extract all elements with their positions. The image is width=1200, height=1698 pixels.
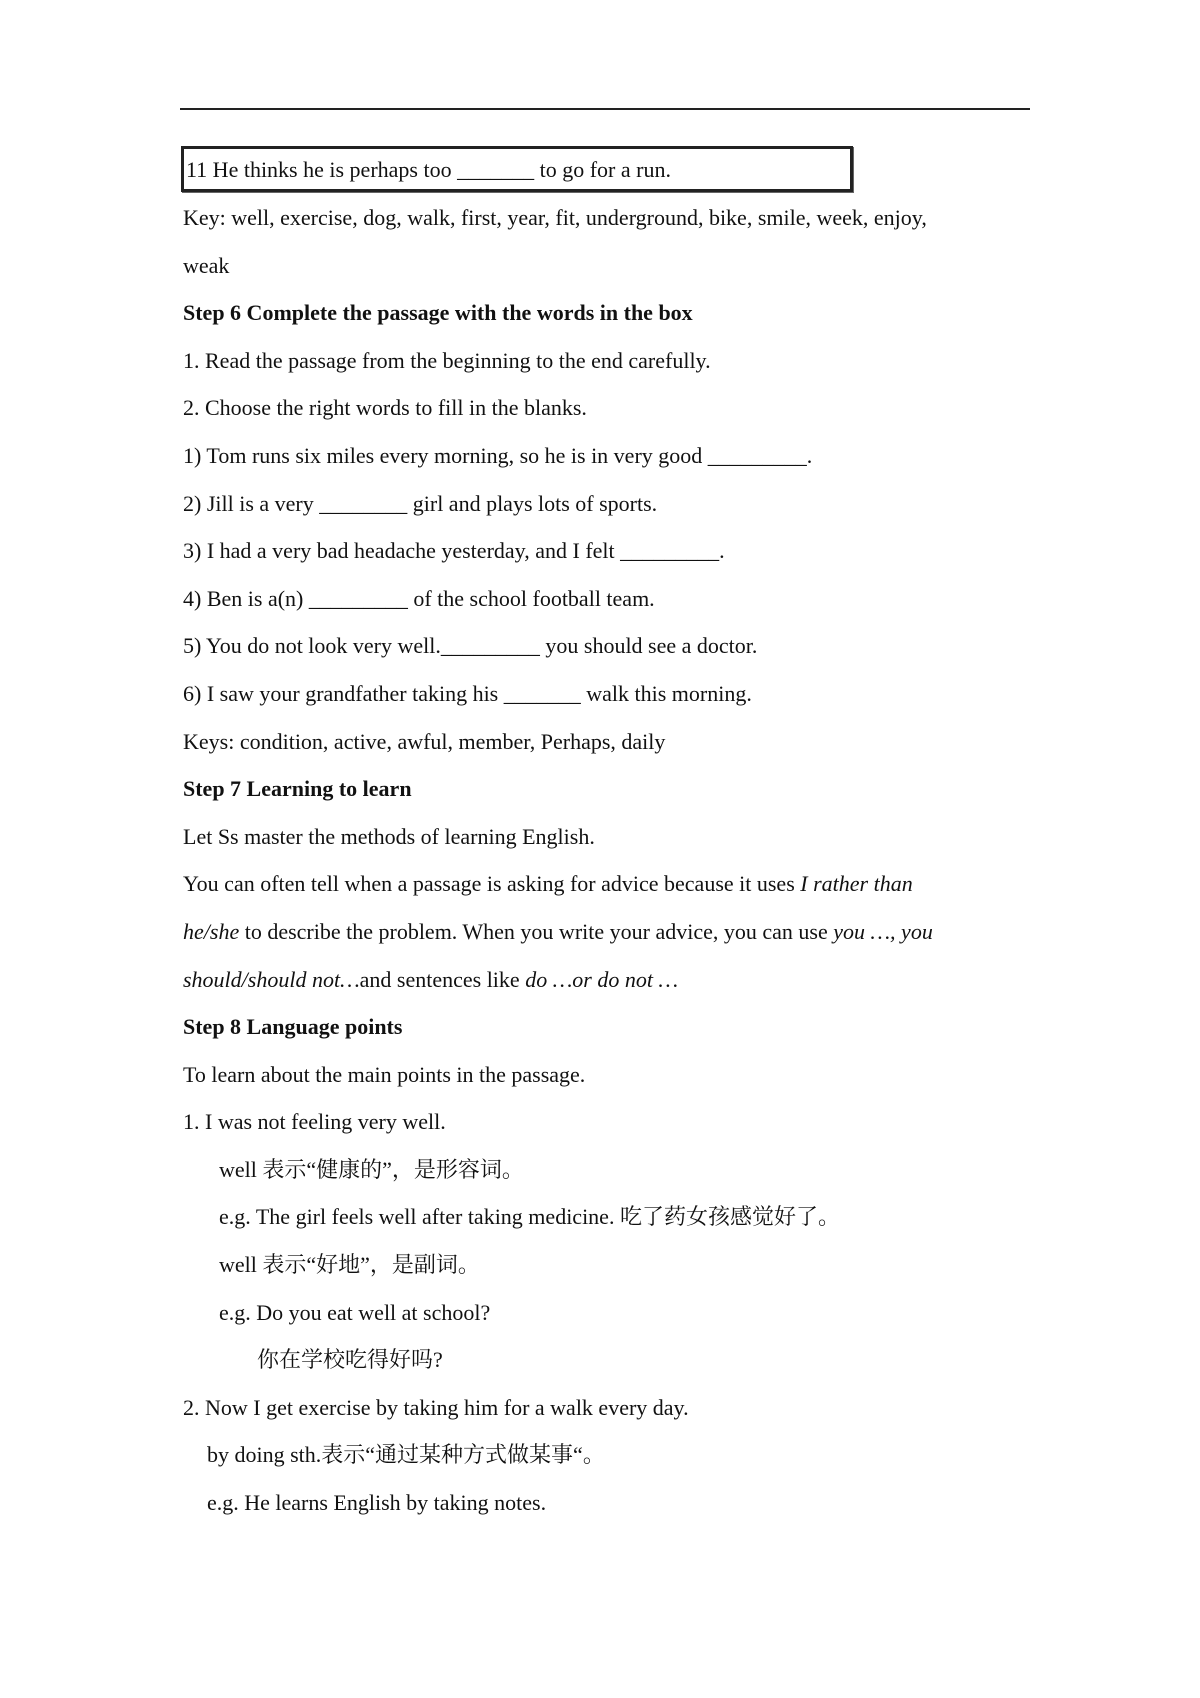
step7-paragraph-line-2 bbox=[183, 908, 1023, 956]
step7-paragraph-line-3 bbox=[183, 956, 1023, 1004]
language-point-1-example-1: e.g. The girl feels well after taking medicine. 吃了药女孩感觉好了。 bbox=[219, 1204, 840, 1230]
step6-instruction-1: 1. Read the passage from the beginning to the end carefully. bbox=[183, 347, 711, 373]
step7-paragraph-line-1 bbox=[183, 860, 1023, 908]
document-content bbox=[183, 146, 1023, 1527]
language-point-1-example-2-translation: 你在学校吃得好吗? bbox=[257, 1347, 443, 1373]
key-line-1: Key: well, exercise, dog, walk, first, year, fit, underground, bike, smile, week, enjoy, bbox=[183, 205, 927, 230]
step6-item-5: 5) You do not look very well._________ you should see a doctor. bbox=[183, 633, 758, 659]
step8-intro: To learn about the main points in the passage. bbox=[183, 1061, 586, 1087]
step6-item-2: 2) Jill is a very ________ girl and plays lots of sports. bbox=[183, 490, 658, 516]
step6-keys: Keys: condition, active, awful, member, Perhaps, daily bbox=[183, 728, 666, 754]
step8-heading: Step 8 Language points bbox=[183, 1014, 403, 1040]
step6-item-3: 3) I had a very bad headache yesterday, and I felt _________. bbox=[183, 538, 725, 564]
language-point-1-note-1: well 表示“健康的”，是形容词。 bbox=[219, 1156, 524, 1182]
step7-text: You can often tell when a passage is asking for advice because it uses bbox=[183, 871, 801, 897]
step6-item-1: 1) Tom runs six miles every morning, so he is in very good _________. bbox=[183, 442, 813, 468]
step7-italic-text: I rather than bbox=[800, 871, 913, 897]
step7-text: and sentences like bbox=[359, 966, 526, 992]
step7-text: to describe the problem. When you write your advice, you can use bbox=[239, 918, 834, 944]
step6-item-6: 6) I saw your grandfather taking his _______ walk this morning. bbox=[183, 680, 752, 706]
step6-instruction-2: 2. Choose the right words to fill in the blanks. bbox=[183, 395, 587, 421]
step7-heading: Step 7 Learning to learn bbox=[183, 776, 412, 802]
boxed-exercise-item: 11 He thinks he is perhaps too _______ to go for a run. bbox=[181, 146, 853, 192]
language-point-2: 2. Now I get exercise by taking him for a walk every day. bbox=[183, 1394, 689, 1420]
key-line-2: weak bbox=[183, 252, 230, 278]
step7-italic-text: he/she bbox=[183, 918, 240, 944]
language-point-2-example: e.g. He learns English by taking notes. bbox=[207, 1490, 547, 1516]
step7-italic-text: should/should not… bbox=[183, 966, 360, 992]
language-point-1-example-2: e.g. Do you eat well at school? bbox=[219, 1299, 491, 1325]
language-point-1: 1. I was not feeling very well. bbox=[183, 1109, 446, 1135]
step7-intro: Let Ss master the methods of learning English. bbox=[183, 823, 595, 849]
step7-italic-text: do …or do not … bbox=[525, 966, 678, 992]
step7-italic-text: you …, you bbox=[833, 918, 933, 944]
language-point-2-note: by doing sth.表示“通过某种方式做某事“。 bbox=[207, 1442, 605, 1468]
step6-item-4: 4) Ben is a(n) _________ of the school football team. bbox=[183, 585, 655, 611]
language-point-1-note-2: well 表示“好地”，是副词。 bbox=[219, 1252, 480, 1278]
header-rule bbox=[180, 108, 1030, 110]
step6-heading: Step 6 Complete the passage with the words in the box bbox=[183, 300, 693, 326]
